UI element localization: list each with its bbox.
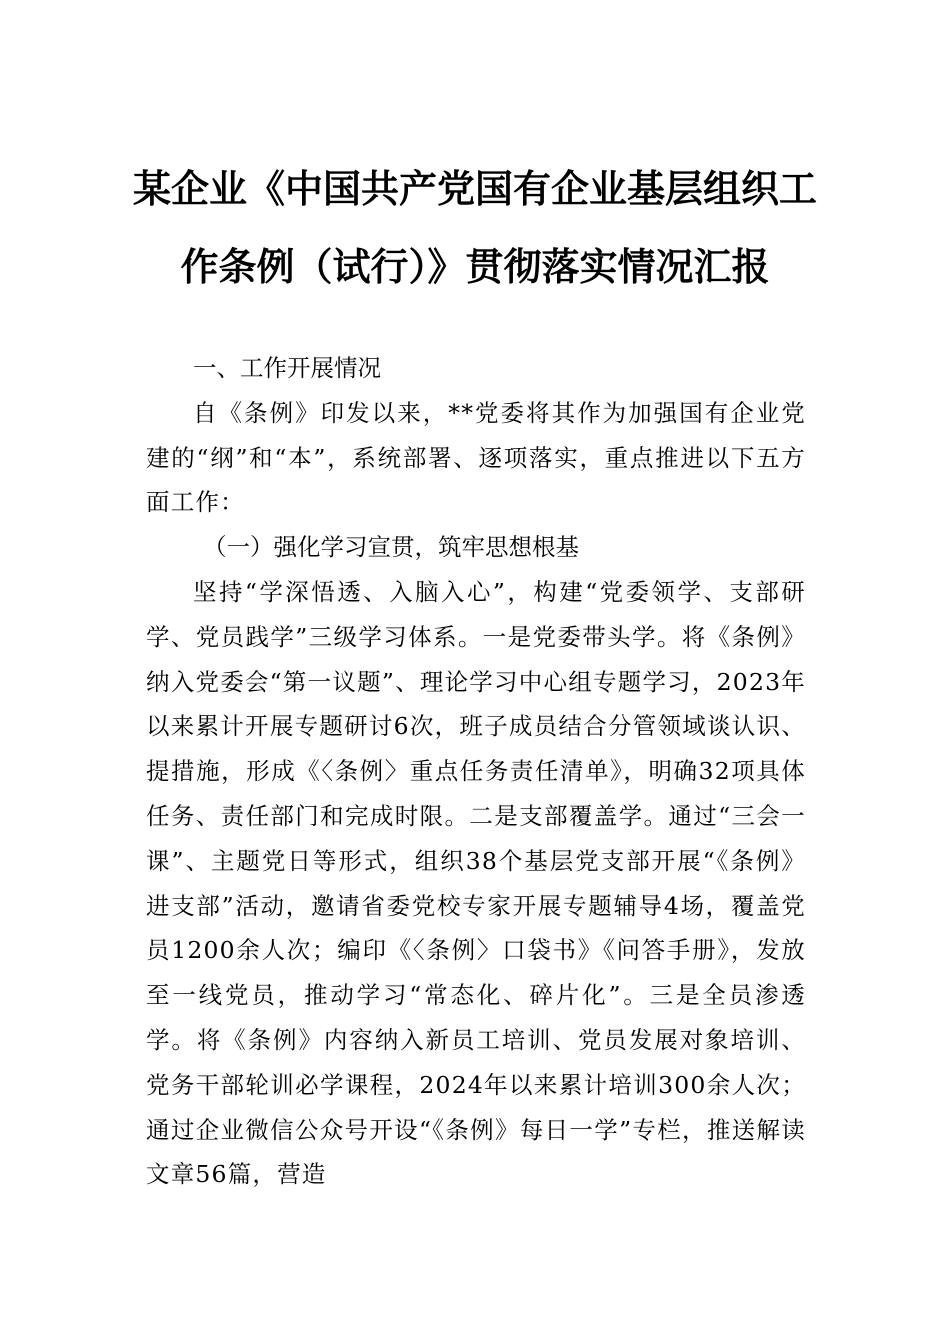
intro-paragraph: 自《条例》印发以来，**党委将其作为加强国有企业党建的“纲”和“本”，系统部署、逐项落实，重点推进以下五方面工作： <box>146 398 806 517</box>
title-line-1: 某企业《中国共产党国有企业基层组织工 <box>132 166 817 211</box>
section-heading: 一、工作开展情况 <box>193 354 381 382</box>
document-title <box>120 150 830 306</box>
subsection-heading: （一）强化学习宣贯，筑牢思想根基 <box>203 533 579 562</box>
document-body <box>146 346 806 1197</box>
subsection-paragraph: 坚持“学深悟透、入脑入心”，构建“党委领学、支部研学、党员践学”三级学习体系。一是党委带头学。将《条例》纳入党委会“第一议题”、理论学习中心组专题学习，2023年以来累计开展专题研讨6次，班子成员结合分管领域谈认识、提措施，形成《〈条例〉重点任务责任清单》，明确32项具体任务、责任部门和完成时限。二是支部覆盖学。通过“三会一课”、主题党日等形式，组织38个基层党支部开展“《条例》进支部”活动，邀请省委党校专家开展专题辅导4场，覆盖党员1200余人次；编印《〈条例〉口袋书》《问答手册》，发放至一线党员，推动学习“常态化、碎片化”。三是全员渗透学。将《条例》内容纳入新员工培训、党员发展对象培训、党务干部轮训必学课程，2024年以来累计培训300余人次；通过企业微信公众号开设“《条例》每日一学”专栏，推送解读文章56篇，营造 <box>146 577 806 1189</box>
title-line-2: 作条例（试行）》贯彻落实情况汇报 <box>180 244 770 289</box>
